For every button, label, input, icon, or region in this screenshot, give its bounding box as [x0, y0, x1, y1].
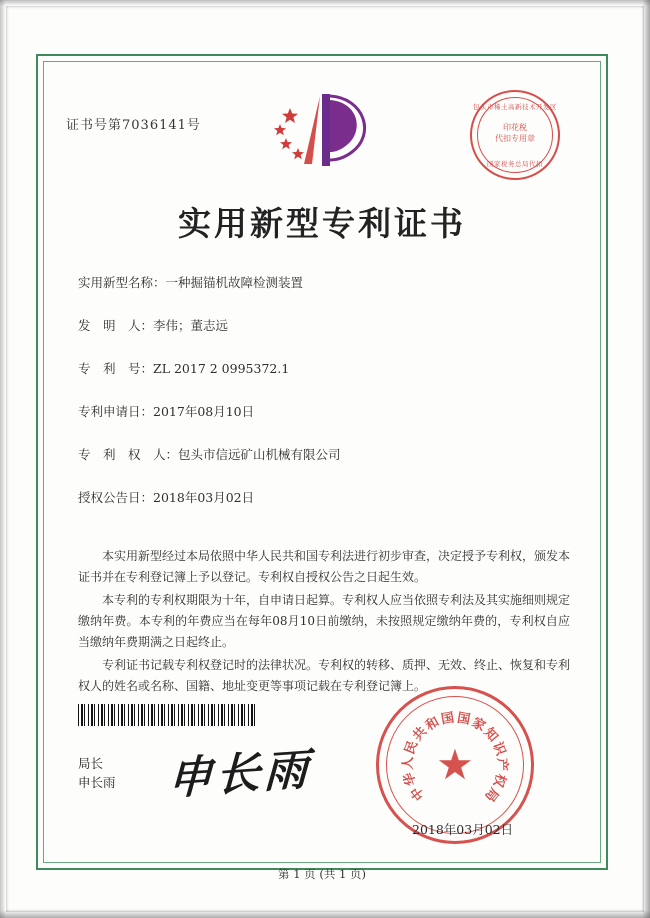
field-value: ZL 2017 2 0995372.1: [153, 361, 290, 376]
seal-top-arc-text: 包头市稀土高新技术开发区: [473, 103, 557, 111]
signature-role-label: 局长: [78, 756, 104, 771]
signature-labels: [78, 754, 116, 792]
field-label: 实用新型名称：: [78, 275, 166, 290]
seal-bottom-arc-text: 国家税务总局代扣: [487, 160, 543, 168]
seal-middle-text: 印花税 代扣专用章: [495, 123, 535, 143]
scan-edge-bottom: [0, 910, 650, 918]
legal-paragraphs: [78, 546, 570, 699]
field-value: 一种掘锚机故障检测装置: [165, 275, 304, 290]
field-row-patent-number: [78, 360, 578, 378]
patent-office-logo-icon: [260, 86, 390, 176]
field-row-filing-date: [78, 403, 578, 421]
field-row-patentee: [78, 446, 578, 464]
signature-name-label: 申长雨: [78, 775, 116, 790]
seal-date: 2018年03月02日: [412, 822, 514, 837]
field-row-inventors: [78, 317, 578, 335]
field-label: 专利申请日：: [78, 404, 154, 419]
paragraph: 本实用新型经过本局依照中华人民共和国专利法进行初步审查，决定授予专利权，颁发本证书并在专利登记簿上予以登记。专利权自授权公告之日起生效。: [78, 549, 571, 584]
page-title: 实用新型专利证书: [178, 204, 466, 243]
field-label: 发 明 人：: [78, 318, 154, 333]
tax-stamp-seal: [470, 90, 560, 180]
field-label: 授权公告日：: [78, 490, 154, 505]
field-value: 李伟；董志远: [153, 318, 229, 333]
scan-edge-left: [0, 0, 6, 918]
barcode: [78, 704, 256, 726]
certificate-content: [60, 78, 584, 881]
paragraph: 本专利的专利权期限为十年，自申请日起算。专利权人应当依照专利法及其实施细则规定缴纳年费。本专利的年费应当在每年08月10日前缴纳，未按照规定缴纳年费的，专利权自应当缴纳年费期满之日起终止。: [78, 593, 571, 649]
field-value: 2017年08月10日: [153, 404, 255, 419]
field-label: 专 利 号：: [78, 361, 154, 376]
field-label: 专 利 权 人：: [78, 447, 179, 462]
page-footer: 第 1 页 (共 1 页): [278, 867, 366, 881]
seal-circular-text: 中 华 人 民 共 和 国 国 家 知 识 产 权 局: [400, 710, 510, 804]
scan-edge-right: [642, 0, 650, 918]
field-value: 包头市信远矿山机械有限公司: [178, 447, 341, 462]
star-icon: ★: [436, 740, 474, 789]
field-value: 2018年03月02日: [153, 490, 255, 505]
handwritten-signature: 申长雨: [167, 743, 313, 806]
scan-edge-top: [0, 0, 650, 6]
paragraph: 专利证书记载专利权登记时的法律状况。专利权的转移、质押、无效、终止、恢复和专利权人的姓名或名称、国籍、地址变更等事项记载在专利登记簿上。: [78, 658, 571, 693]
field-row-utility-model-name: [78, 274, 578, 292]
certificate-number: 证书号第7036141号: [66, 118, 201, 133]
field-list: [78, 274, 578, 532]
field-row-grant-date: [78, 489, 578, 507]
